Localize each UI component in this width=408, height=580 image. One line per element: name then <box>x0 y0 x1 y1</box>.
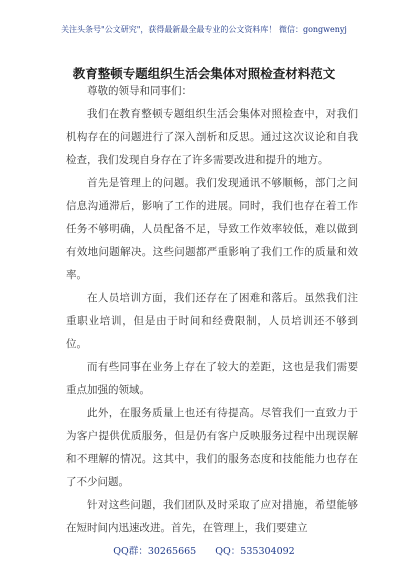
qq-group-number: QQ群：30265665 <box>113 546 197 557</box>
paragraph: 而有些同事在业务上存在了较大的差距，这也是我们需要重点加强的领域。 <box>66 361 358 396</box>
document-body <box>66 80 358 540</box>
document-title: 教育整顿专题组织生活会集体对照检查材料范文 <box>72 66 336 81</box>
paragraph: 在人员培训方面，我们还存在了困难和落后。虽然我们注重职业培训，但是由于时间和经费限制，人员培训还不够到位。 <box>66 292 358 350</box>
paragraph: 针对这些问题，我们团队及时采取了应对措施，希望能够在短时间内迅速改进。首先，在管理上，我们要建立 <box>66 499 358 534</box>
qq-number: QQ：535304092 <box>215 546 295 557</box>
greeting: 尊敬的领导和同事们： <box>87 85 192 97</box>
paragraph: 首先是管理上的问题。我们发现通讯不够顺畅，部门之间信息沟通滞后，影响了工作的进展。同时，我们也存在着工作任务不够明确，人员配备不足，导致工作效率较低，难以做到有效地问题解决。这些问题都严重影响了我们工作的质量和效率。 <box>66 177 358 281</box>
contact-footer <box>0 543 408 557</box>
paragraph: 我们在教育整顿专题组织生活会集体对照检查中，对我们机构存在的问题进行了深入剖析和反思。通过这次议论和自我检查，我们发现自身存在了许多需要改进和提升的地方。 <box>66 108 358 166</box>
promo-header: 关注头条号"公文研究"，获得最新最全最专业的公文资料库！ 微信：gongwenyj <box>61 25 347 34</box>
paragraph: 此外，在服务质量上也还有待提高。尽管我们一直致力于为客户提供优质服务，但是仍有客户反映服务过程中出现误解和不理解的情况。这其中，我们的服务态度和技能能力也存在了不少问题。 <box>66 407 358 488</box>
